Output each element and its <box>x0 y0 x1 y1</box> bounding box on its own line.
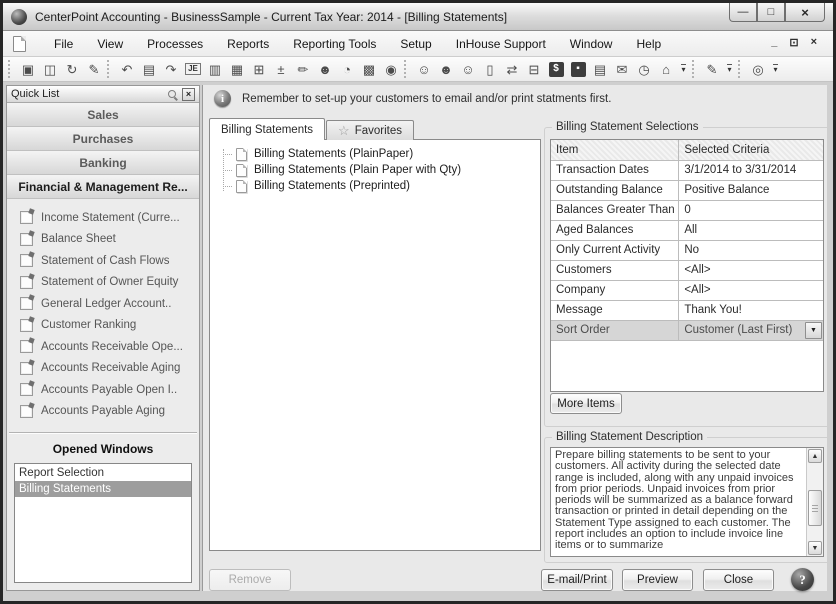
scale-icon[interactable]: ± <box>277 61 285 77</box>
selection-criteria-cell[interactable]: Positive Balance <box>679 180 823 200</box>
print-icon[interactable]: ▦ <box>230 61 244 77</box>
open-report-icon[interactable]: ▣ <box>21 61 35 77</box>
app-logo-icon <box>11 9 27 25</box>
report-icon <box>20 340 33 353</box>
quick-list-close-icon[interactable]: × <box>182 88 195 101</box>
page-icon <box>236 180 247 193</box>
menu-item[interactable]: InHouse Support <box>455 36 546 51</box>
toolbar-button[interactable] <box>107 60 114 78</box>
calculator-icon[interactable]: ⊞ <box>253 61 265 77</box>
toolbar-overflow-icon[interactable]: ▾ <box>727 65 732 74</box>
report-list-item[interactable]: Balance Sheet <box>20 229 197 251</box>
sidebar-section[interactable]: Banking <box>7 151 199 175</box>
minimize-button[interactable]: — <box>729 3 757 22</box>
statement-tree <box>219 146 536 194</box>
selection-item-cell[interactable]: Balances Greater Than <box>551 200 679 220</box>
selection-item-cell[interactable]: Transaction Dates <box>551 160 679 180</box>
employee-icon[interactable]: ☺ <box>417 61 431 77</box>
report-icon <box>20 276 33 289</box>
selections-grid <box>550 139 824 392</box>
selections-title: Billing Statement Selections <box>552 121 703 133</box>
selection-criteria-cell[interactable]: All <box>679 220 823 240</box>
menu-bar <box>3 31 833 57</box>
wizard-wand-icon[interactable]: ✎ <box>88 61 100 77</box>
report-icon <box>20 383 33 396</box>
report-icon <box>20 405 33 418</box>
description-groupbox <box>544 431 830 563</box>
opened-window-item[interactable]: Report Selection <box>19 467 105 479</box>
alarm-clock-icon[interactable]: ◷ <box>638 61 650 77</box>
statement-tree-item[interactable]: Billing Statements (PlainPaper) <box>219 146 536 162</box>
selection-item-cell[interactable]: Outstanding Balance <box>551 180 679 200</box>
sidebar-section[interactable]: Sales <box>7 103 199 127</box>
description-text: Prepare billing statements to be sent to your customers. All activity during the selected date range is included, along with any unpaid invoices from prior periods. Unpaid invoices from prior periods will be summarized as a balance forward transaction or printed in detail depending on the Statement Type assigned to each customer. The report includes an option to include invoice line items or to summarize <box>555 449 794 552</box>
report-list-item[interactable]: Accounts Payable Aging <box>20 401 197 423</box>
quick-list-header <box>7 86 199 103</box>
document-icon <box>13 36 26 52</box>
column-header-criteria: Selected Criteria <box>679 140 823 160</box>
quick-list-panel <box>6 85 200 591</box>
selection-criteria-cell[interactable]: No <box>679 240 823 260</box>
mail-report-icon[interactable]: ✉ <box>616 61 628 77</box>
opened-windows-list <box>14 463 192 583</box>
statement-tree-item[interactable]: Billing Statements (Preprinted) <box>219 178 536 194</box>
report-icon <box>20 297 33 310</box>
selection-row[interactable] <box>551 240 823 260</box>
report-icon <box>20 233 33 246</box>
delivery-truck-icon[interactable]: ⊟ <box>528 61 540 77</box>
selection-row[interactable] <box>551 220 823 240</box>
selection-criteria-cell[interactable]: Customer (Last First) ▼ <box>679 320 823 340</box>
clock-gauge-icon[interactable]: ◔ <box>343 61 351 77</box>
toolbar-button[interactable] <box>404 60 411 78</box>
page-icon <box>236 148 247 161</box>
dollar-icon[interactable]: $ <box>545 59 567 80</box>
notice-bar <box>214 90 611 107</box>
menu-item[interactable]: Window <box>569 36 613 51</box>
menu-item[interactable]: File <box>54 36 74 51</box>
tab-strip <box>209 118 415 140</box>
selection-item-cell[interactable]: Company <box>551 280 679 300</box>
window-controls <box>729 3 825 22</box>
pin-icon[interactable] <box>167 89 178 100</box>
globe-sync-icon[interactable]: ◉ <box>385 61 397 77</box>
tab[interactable]: ☆ Favorites <box>326 120 414 140</box>
home-bank-icon[interactable]: ⌂ <box>662 61 670 77</box>
selection-row[interactable] <box>551 180 823 200</box>
selection-item-cell[interactable]: Message <box>551 300 679 320</box>
maximize-button[interactable]: □ <box>757 3 785 22</box>
report-list-item[interactable]: Accounts Receivable Ope... <box>20 336 197 358</box>
notebook-icon[interactable]: ▪ <box>567 59 589 80</box>
window-title: CenterPoint Accounting - BusinessSample - Current Tax Year: 2014 - [Billing Statements] <box>35 9 508 24</box>
remove-button[interactable]: Remove <box>209 569 291 591</box>
selection-row[interactable] <box>551 280 823 300</box>
report-list-item[interactable]: General Ledger Account.. <box>20 293 197 315</box>
vendor-refresh-icon[interactable]: ☻ <box>439 61 453 77</box>
quick-list-title: Quick List <box>11 88 60 100</box>
scroll-up-icon[interactable]: ▲ <box>808 449 822 463</box>
menu-item[interactable]: View <box>97 36 124 51</box>
email-print-button[interactable]: E-mail/Print <box>541 569 613 591</box>
selection-criteria-cell[interactable]: 3/1/2014 to 3/31/2014 <box>679 160 823 180</box>
selection-criteria-cell[interactable]: <All> <box>679 260 823 280</box>
selection-row[interactable] <box>551 160 823 180</box>
report-list-item[interactable]: Statement of Cash Flows <box>20 250 197 272</box>
report-icon <box>20 362 33 375</box>
quick-list-sections <box>7 103 199 199</box>
payroll-people-icon[interactable]: ☺ <box>461 61 475 77</box>
page-icon <box>236 164 247 177</box>
web-globe-icon[interactable]: ◎ <box>752 61 764 77</box>
report-icon <box>20 254 33 267</box>
table-grid-icon[interactable]: ▩ <box>362 61 376 77</box>
main-content <box>202 85 827 591</box>
customers-icon[interactable]: ☻ <box>318 61 332 77</box>
selections-header-row <box>551 140 823 160</box>
selection-row[interactable] <box>551 260 823 280</box>
opened-windows-title: Opened Windows <box>52 442 154 456</box>
menu-item[interactable]: Help <box>636 36 662 51</box>
toolbar-button[interactable] <box>8 60 15 78</box>
selection-criteria-cell[interactable]: Thank You! <box>679 300 823 320</box>
report-list <box>7 199 199 422</box>
sidebar-section[interactable]: Financial & Management Re... <box>7 175 199 199</box>
transfer-windows-icon[interactable]: ⇄ <box>506 61 518 77</box>
report-list-item[interactable]: Accounts Receivable Aging <box>20 358 197 380</box>
toolbar-overflow-icon[interactable]: ▾ <box>681 65 686 74</box>
selection-item-cell[interactable]: Sort Order <box>551 320 679 340</box>
report-list-item[interactable]: Income Statement (Curre... <box>20 207 197 229</box>
write-check-icon[interactable]: ✏ <box>297 61 309 77</box>
selection-criteria-cell[interactable]: <All> <box>679 280 823 300</box>
menu-item[interactable]: Reporting Tools <box>293 36 377 51</box>
selection-row[interactable] <box>551 200 823 220</box>
opened-window-item[interactable]: Billing Statements <box>15 481 191 497</box>
report-list-item[interactable]: Customer Ranking <box>20 315 197 337</box>
selection-row[interactable] <box>551 320 823 340</box>
selection-item-cell[interactable]: Customers <box>551 260 679 280</box>
form-edit-icon[interactable]: ✎ <box>706 61 718 77</box>
refresh-report-icon[interactable]: ↻ <box>66 61 78 77</box>
close-door-icon[interactable]: ◫ <box>43 61 57 77</box>
scroll-down-icon[interactable]: ▼ <box>808 541 822 555</box>
invoice-123-icon[interactable]: ▤ <box>593 61 607 77</box>
selections-groupbox <box>544 121 830 427</box>
description-box <box>550 447 824 557</box>
address-book-icon[interactable]: ▤ <box>142 61 156 77</box>
toolbar-overflow-icon[interactable]: ▾ <box>773 65 778 74</box>
notice-text: Remember to set-up your customers to email and/or print statments first. <box>242 92 612 105</box>
description-title: Billing Statement Description <box>552 431 707 443</box>
mdi-close-button[interactable]: × <box>810 36 817 48</box>
selection-criteria-cell[interactable]: 0 <box>679 200 823 220</box>
journal-entry-icon[interactable]: JE <box>182 59 204 80</box>
sidebar-section[interactable]: Purchases <box>7 127 199 151</box>
menu-item[interactable]: Processes <box>147 36 204 51</box>
report-lookup-icon[interactable]: ▥ <box>208 61 222 77</box>
title-bar <box>3 3 833 31</box>
mdi-window-controls <box>771 36 825 49</box>
tab[interactable]: Billing Statements <box>209 118 325 140</box>
help-icon[interactable]: ? <box>791 568 814 591</box>
mobile-phone-icon[interactable]: ▯ <box>486 61 494 77</box>
mdi-restore-button[interactable]: ⊡ <box>789 37 799 49</box>
chevron-down-icon: ▼ <box>810 326 817 334</box>
redo-icon[interactable]: ↷ <box>165 61 177 77</box>
selection-item-cell[interactable]: Only Current Activity <box>551 240 679 260</box>
star-icon: ☆ <box>338 123 350 138</box>
description-scrollbar[interactable] <box>806 448 823 556</box>
statement-list-panel <box>209 139 541 551</box>
mdi-minimize-button[interactable]: _ <box>771 36 778 48</box>
report-list-item[interactable]: Accounts Payable Open I.. <box>20 379 197 401</box>
report-list-item[interactable]: Statement of Owner Equity <box>20 272 197 294</box>
sidebar-divider <box>9 432 197 434</box>
toolbar-button[interactable] <box>692 60 699 78</box>
close-button[interactable]: × <box>785 3 825 22</box>
menu-item[interactable]: Setup <box>400 36 432 51</box>
statement-tree-item[interactable]: Billing Statements (Plain Paper with Qty) <box>219 162 536 178</box>
more-items-button[interactable]: More Items <box>550 393 622 414</box>
selection-item-cell[interactable]: Aged Balances <box>551 220 679 240</box>
preview-button[interactable]: Preview <box>622 569 693 591</box>
menu-item[interactable]: Reports <box>227 36 270 51</box>
scrollbar-thumb[interactable] <box>808 490 822 526</box>
undo-icon[interactable]: ↶ <box>121 61 133 77</box>
toolbar-button[interactable] <box>738 60 745 78</box>
report-icon <box>20 319 33 332</box>
selection-row[interactable] <box>551 300 823 320</box>
sort-order-dropdown-button[interactable] <box>805 322 822 339</box>
toolbar <box>3 57 833 82</box>
column-header-item: Item <box>551 140 679 160</box>
info-icon: i <box>214 90 231 107</box>
close-window-button[interactable]: Close <box>703 569 774 591</box>
report-icon <box>20 211 33 224</box>
